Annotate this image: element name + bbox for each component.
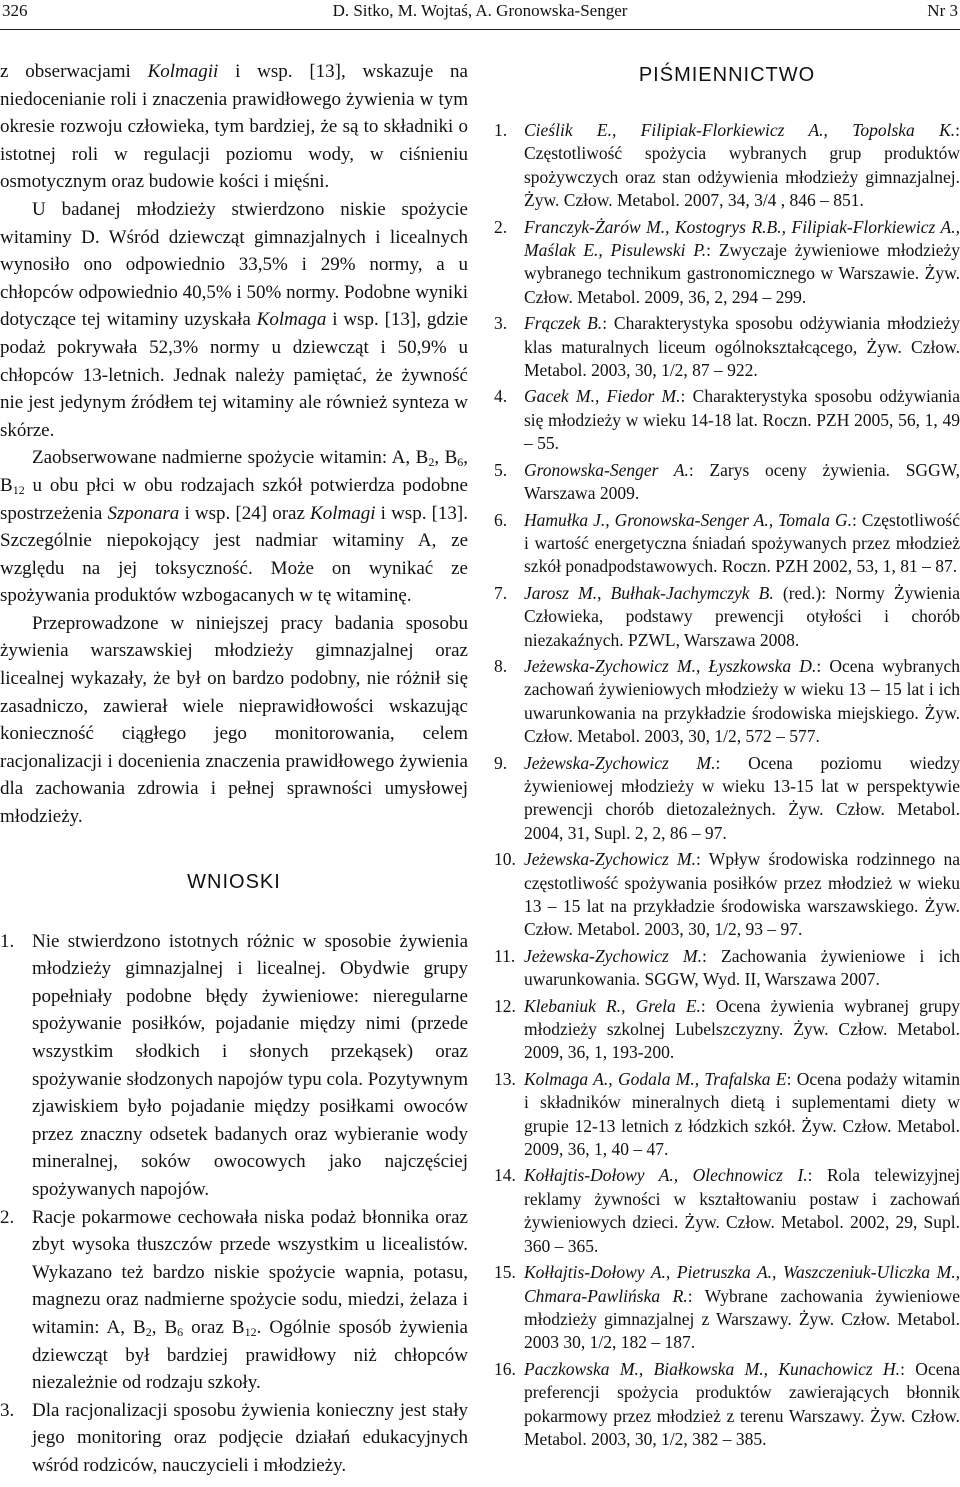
running-authors: D. Sitko, M. Wojtaś, A. Gronowska-Senger — [332, 1, 628, 20]
reference-item — [494, 1358, 960, 1452]
reference-number: 2. — [494, 216, 508, 237]
conclusions-list — [0, 928, 468, 1480]
reference-item — [494, 1068, 960, 1162]
reference-item — [494, 945, 960, 992]
reference-text: Cieślik E., Filipiak-Florkiewicz A., Topolska K.: Częstotliwość spożycia wybranych grup produktów spożywczych oraz stan odżywienia młodzieży gimnazjalnej. Żyw. Człow. Metabol. 2007, 34, 3/4 , 846 – 851. — [524, 120, 960, 211]
reference-text: Gronowska-Senger A.: Zarys oceny żywienia. SGGW, Warszawa 2009. — [524, 459, 960, 504]
reference-item — [494, 312, 960, 382]
reference-number: 12. — [494, 995, 516, 1016]
reference-number: 15. — [494, 1262, 516, 1283]
reference-item — [494, 1164, 960, 1258]
reference-text: Klebaniuk R., Grela E.: Ocena żywienia wybranej grupy młodzieży szkolnej Lubelszczyzny. Żyw. Człow. Metabol. 2009, 36, 1, 193-200. — [524, 995, 960, 1063]
reference-text: Kołłajtis-Dołowy A., Olechnowicz I.: Rola telewizyjnej reklamy żywności w kształtowaniu postaw i zachowań żywieniowych dzieci. Żyw. Człow. Metabol. 2002, 29, Supl. 360 – 365. — [524, 1165, 960, 1256]
conclusion-number: 1. — [0, 930, 15, 952]
references-list — [494, 119, 960, 1451]
reference-number: 13. — [494, 1068, 516, 1089]
reference-item — [494, 459, 960, 506]
reference-item — [494, 995, 960, 1065]
reference-text: Jeżewska-Zychowicz M.: Ocena poziomu wiedzy żywieniowej młodzieży w wieku 13-15 lat w perspektywie prewencji chorób dietozależnych. Żyw. Człow. Metabol. 2004, 31, Supl. 2, 2, 86 – 97. — [524, 752, 960, 843]
reference-number: 1. — [494, 120, 508, 140]
reference-text: Jeżewska-Zychowicz M., Łyszkowska D.: Ocena wybranych zachowań żywieniowych młodzieży w wieku 13 – 15 lat i ich uwarunkowania na przykładzie środowiska miejskiego. Żyw. Człow. Metabol. 2003, 30, 1/2, 572 – 577. — [524, 655, 960, 747]
reference-number: 14. — [494, 1165, 516, 1186]
right-column — [494, 58, 960, 1454]
reference-number: 5. — [494, 459, 508, 480]
conclusion-number: 3. — [0, 1399, 15, 1421]
conclusions-heading: WNIOSKI — [187, 870, 281, 893]
conclusion-text: Nie stwierdzono istotnych różnic w sposobie żywienia młodzieży gimnazjalnej i licealnej. Obydwie grupy popełniały podobne błędy żywieniowe: nieregularne spożywanie posiłków, pojadanie między nimi (przede wszystkim słodkich i słonych przekąsek) oraz spożywanie słodzonych napojów typu cola. Pozytywnym zjawiskiem było pojadanie między posiłkami owoców przez znaczny odsetek badanych oraz wybieranie wody mineralnej, soków owocowych jako najczęściej spożywanych napojów. — [32, 930, 468, 1200]
header-rule — [0, 29, 960, 30]
reference-item — [494, 385, 960, 455]
reference-number: 10. — [494, 849, 516, 870]
reference-text: Kołłajtis-Dołowy A., Pietruszka A., Waszczeniuk-Uliczka M., Chmara-Pawlińska R.: Wybrane zachowania żywieniowe młodzieży gimnazjalnej z Warszawy. Żyw. Człow. Metabol. 2003 30, 1/2, 182 – 187. — [524, 1262, 960, 1353]
reference-text: Gacek M., Fiedor M.: Charakterystyka sposobu odżywiania się młodzieży w wieku 14-18 lat. Roczn. PZH 2005, 56, 1, 49 – 55. — [524, 386, 960, 454]
reference-text: Jeżewska-Zychowicz M.: Wpływ środowiska rodzinnego na częstotliwość spożywania posiłków przez młodzież w wieku 13 – 15 lat na przykładzie środowiska warszawskiego. Żyw. Człow. Metabol. 2003, 30, 1/2, 93 – 97. — [524, 849, 960, 940]
conclusion-number: 2. — [0, 1206, 15, 1228]
reference-text: Franczyk-Żarów M., Kostogrys R.B., Filipiak-Florkiewicz A., Maślak E., Pisulewski P.: Zwyczaje żywieniowe młodzieży wybranego technikum gastronomicznego w Warszawie. Żyw. Człow. Metabol. 2009, 36, 2, 294 – 299. — [524, 216, 960, 307]
left-column — [0, 58, 468, 1480]
reference-text: Frączek B.: Charakterystyka sposobu odżywiania młodzieży klas maturalnych liceum ogólnokształcącego, Żyw. Człow. Metabol. 2003, 30, 1/2, 87 – 922. — [524, 313, 960, 381]
issue-number: Nr 3 — [927, 1, 958, 20]
conclusion-item — [0, 1204, 468, 1397]
reference-item — [494, 655, 960, 749]
reference-number: 4. — [494, 386, 508, 407]
reference-number: 6. — [494, 509, 508, 530]
reference-item — [494, 848, 960, 942]
running-header — [0, 0, 960, 30]
reference-text: Jeżewska-Zychowicz M.: Zachowania żywieniowe i ich uwarunkowania. SGGW, Wyd. II, Warszawa 2007. — [524, 945, 960, 990]
reference-text: Kolmaga A., Godala M., Trafalska E: Ocena podaży witamin i składników mineralnych dietą i suplementami diety w grupie 12-13 letnich z łódzkich szkół. Żyw. Człow. Metabol. 2009, 36, 1, 40 – 47. — [524, 1068, 960, 1160]
conclusion-text: Dla racjonalizacji sposobu żywienia konieczny jest stały jego monitoring oraz podjęcie działań edukacyjnych wśród rodziców, nauczycieli i młodzieży. — [32, 1399, 468, 1476]
paragraph: Przeprowadzone w niniejszej pracy badania sposobu żywienia warszawskiej młodzieży gimnazjalnej oraz licealnej wykazały, że był on bardzo podobny, nie różnił się zasadniczo, zawierał wiele nieprawidłowości wskazując konieczność ciągłego jego monitorowania, celem racjonalizacji i docenienia znaczenia prawidłowego żywienia dla zachowania zdrowia i pełnej sprawności umysłowej młodzieży. — [0, 612, 468, 828]
reference-number: 7. — [494, 582, 508, 603]
reference-number: 11. — [494, 945, 516, 966]
paragraph: z obserwacjami Kolmagii i wsp. [13], wskazuje na niedocenianie roli i znaczenia prawidłowego żywienia w tym okresie rozwoju człowieka, tym bardziej, że są to składniki o istotnej roli w regulacji poziomu wody, w ciśnieniu osmotycznym oraz budowie kości i mięśni. — [0, 61, 468, 193]
reference-text: Hamułka J., Gronowska-Senger A., Tomala G.: Częstotliwość i wartość energetyczna śniadań spożywanych przez młodzież szkół ponadpodstawowych. Roczn. PZH 2002, 53, 1, 81 – 87. — [524, 509, 960, 577]
reference-item — [494, 509, 960, 579]
reference-item — [494, 752, 960, 846]
conclusion-text: Racje pokarmowe cechowała niska podaż błonnika oraz zbyt wysoka tłuszczów przede wszystkim u licealistów. Wykazano też bardzo niskie spożycie wapnia, potasu, magnezu oraz nadmierne spożycie sodu, miedzi, żelaza i witamin: A, $B_2$, $B_6$ oraz $B_{12}$. Ogólnie sposób żywienia dziewcząt był bardziej prawidłowy niż chłopców niezależnie od rodzaju szkoły. — [32, 1206, 468, 1394]
reference-item — [494, 119, 960, 213]
paragraph: Zaobserwowane nadmierne spożycie witamin: A, $B_2$, $B_6$, $B_{12}$ u obu płci w obu rodzajach szkół potwierdza podobne spostrzeżenia Szponara i wsp. [24] oraz Kolmagi i wsp. [13]. Szczególnie niepokojący jest nadmiar witaminy A, ze względu na jej toksyczność. Może on wynikać ze spożywania produktów wzbogacanych w tę witaminę. — [0, 447, 468, 607]
conclusion-item — [0, 928, 468, 1204]
paragraph: U badanej młodzieży stwierdzono niskie spożycie witaminy D. Wśród dziewcząt gimnazjalnych i licealnych wynosiło ono odpowiednio 33,5% i 29% normy, a u chłopców odpowiednio 40,5% i 50% normy. Podobne wyniki dotyczące tej witaminy uzyskała Kolmaga i wsp. [13], gdzie podaż pokrywała 52,3% normy u dziewcząt i 50,9% u chłopców 13-letnich. Jednak należy pamiętać, że żywność nie jest jedynym źródłem tej witaminy ale również synteza w skórze. — [0, 198, 468, 441]
page-number: 326 — [2, 1, 28, 20]
reference-item — [494, 216, 960, 310]
reference-item — [494, 1261, 960, 1355]
reference-item — [494, 582, 960, 652]
reference-text: Paczkowska M., Białkowska M., Kunachowicz H.: Ocena preferencji spożycia produktów zawierających błonnik pokarmowy przez młodzież z terenu Warszawy. Żyw. Człow. Metabol. 2003, 30, 1/2, 382 – 385. — [524, 1358, 960, 1449]
reference-number: 9. — [494, 752, 508, 773]
reference-number: 3. — [494, 313, 508, 334]
references-heading: PIŚMIENNICTWO — [638, 64, 816, 86]
conclusion-item — [0, 1397, 468, 1480]
reference-number: 8. — [494, 655, 508, 676]
reference-number: 16. — [494, 1358, 516, 1379]
reference-text: Jarosz M., Bułhak-Jachymczyk B. (red.): Normy Żywienia Człowieka, podstawy prewencji otyłości i chorób niezakaźnych. PZWL, Warszawa 2008. — [524, 582, 960, 650]
